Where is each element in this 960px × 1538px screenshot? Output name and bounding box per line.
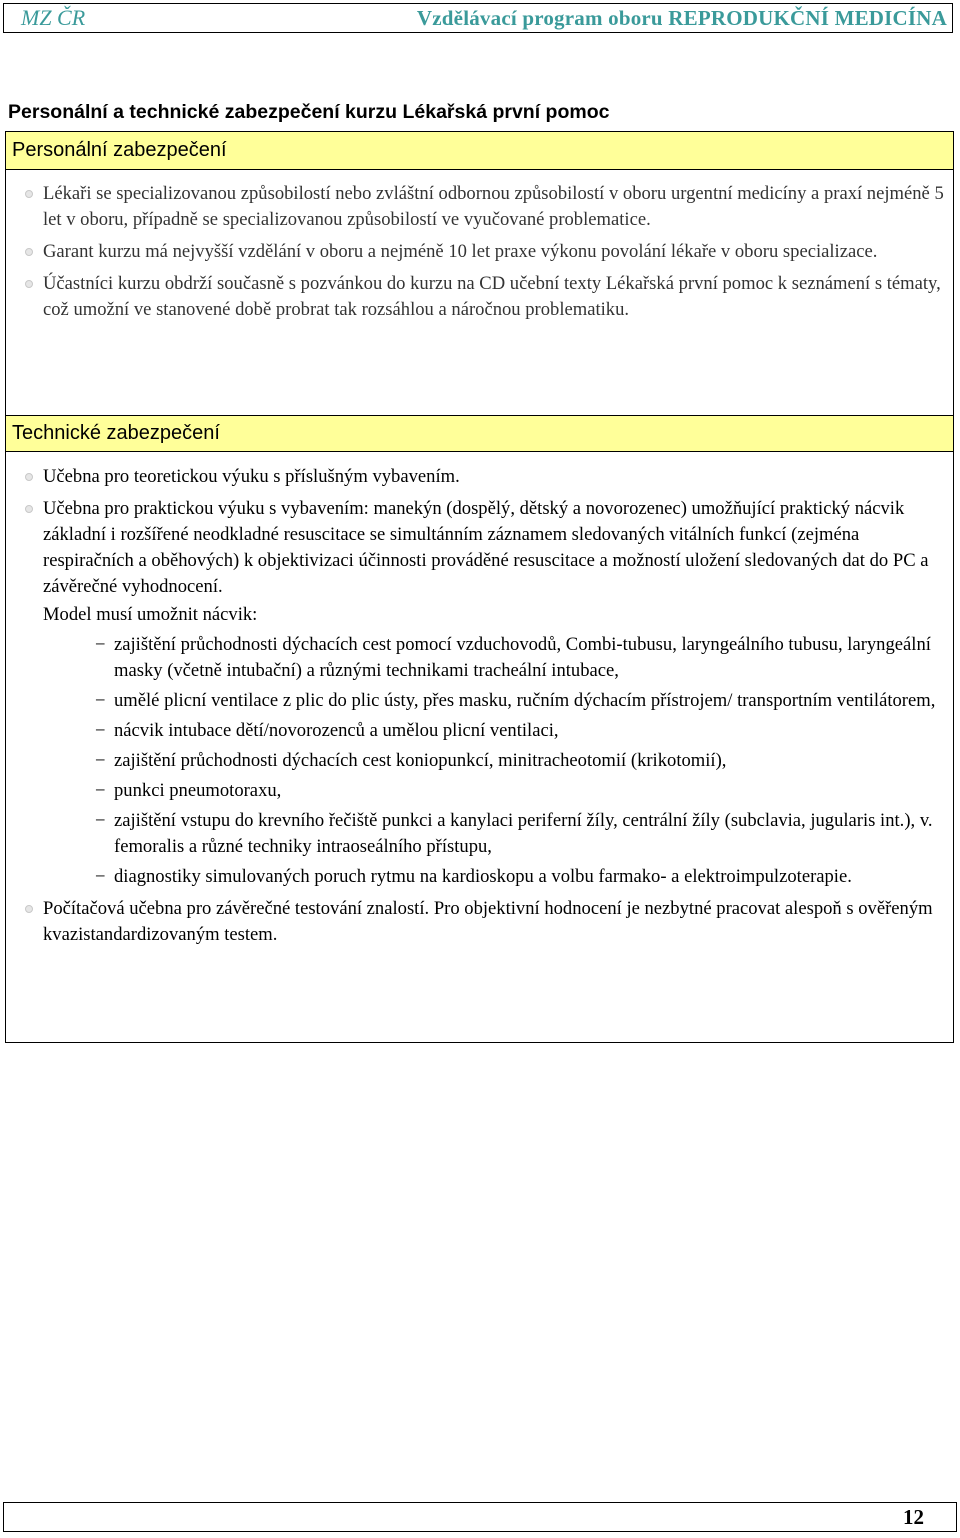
bullet-icon (25, 905, 33, 913)
list-item: Účastníci kurzu obdrží současně s pozvánkou do kurzu na CD učební texty Lékařská první pomoc k seznámení s tématy, což umožní ve stanovené době probrat tak rozsáhlou a náročnou problematiku. (24, 271, 944, 323)
bullet-icon (25, 473, 33, 481)
content-box (5, 131, 954, 1043)
technical-list (24, 464, 944, 954)
page-number: 12 (903, 1504, 924, 1529)
model-item: − zajištění průchodnosti dýchacích cest koniopunkcí, minitracheotomií (krikotomií), (43, 748, 944, 774)
model-item: − zajištění průchodnosti dýchacích cest pomocí vzduchovodů, Combi-tubusu, laryngeálního tubusu, laryngeální masky (včetně intubační) a různými technikami tracheální intubace, (95, 634, 931, 681)
page-number-box (3, 1502, 957, 1532)
model-item: − nácvik intubace dětí/novorozenců a umělou plicní ventilaci, (43, 718, 944, 744)
model-label: Model musí umožnit nácvik: (43, 604, 258, 625)
list-item: Počítačová učebna pro závěrečné testování znalostí. Pro objektivní hodnocení je nezbytné pracovat alespoň s ověřeným kvazistandardizovaným testem. (24, 896, 944, 948)
bullet-icon (25, 190, 33, 198)
dash-icon: − (95, 690, 106, 711)
section-heading-technical: Technické zabezpečení (6, 415, 953, 452)
bullet-icon (25, 280, 33, 288)
dash-icon: − (95, 810, 106, 831)
bullet-icon (25, 248, 33, 256)
dash-icon: − (95, 750, 106, 771)
list-item: Garant kurzu má nejvyšší vzdělání v oboru a nejméně 10 let praxe výkonu povolání lékaře v oboru specializace. (24, 239, 944, 265)
dash-icon: − (95, 720, 106, 741)
dash-icon: − (95, 866, 106, 887)
page-header (3, 3, 953, 33)
list-item: Lékaři se specializovanou způsobilostí nebo zvláštní odbornou způsobilostí v oboru urgentní medicíny a praxí nejméně 5 let v oboru, případně se specializovanou způsobilostí ve vyučované problematice. (24, 181, 944, 233)
page-title: Personální a technické zabezpečení kurzu Lékařská první pomoc (8, 101, 610, 123)
model-list (43, 632, 944, 890)
header-program-title: Vzdělávací program oboru REPRODUKČNÍ MEDICÍNA (416, 5, 947, 30)
dash-icon: − (95, 634, 106, 655)
personal-list (24, 181, 944, 329)
dash-icon: − (95, 780, 106, 801)
header-ministry: MZ ČR (21, 5, 86, 30)
section-heading-personal: Personální zabezpečení (6, 132, 953, 170)
list-item: Učebna pro praktickou výuku s vybavením: manekýn (dospělý, dětský a novorozenec) umožňující praktický nácvik základní i rozšířené neodkladné resuscitace se simultánním záznamem sledovaných vitálních funkcí (zejména respiračních a oběhových) k objektivizaci účinnosti prováděné resuscitace a možností uložení sledovaných dat do PC a závěrečné vyhodnocení. Model musí umožnit nácvik: − zajištění průchodnosti dýchacích cest pomocí vzduchovodů, Combi-tubusu, laryngeálního tubusu, laryngeální masky (včetně intubační) a různými technikami tracheální intubace, − umělé plicní ventilace z plic do plic ústy, přes masku, ručním dýchacím přístrojem/ transportním ventilátorem, − nácvik intubace dětí/novorozenců a umělou plicní ventilaci, − zajištění průchodnosti dýchacích cest koniopunkcí, minitracheotomií (krikotomií), − punkci pneumotoraxu, − zajištění vstupu do krevního řečiště punkci a kanylaci periferní žíly, centrální žíly (subclavia, jugularis int.), v. femoralis a různé techniky intraoseálního přístupu, − diagnostiky simulovaných poruch rytmu na kardioskopu a volbu farmako- a elektroimpulzoterapie. (24, 496, 944, 890)
model-item: − punkci pneumotoraxu, (43, 778, 944, 804)
model-item: − umělé plicní ventilace z plic do plic ústy, přes masku, ručním dýchacím přístrojem/ transportním ventilátorem, (43, 688, 944, 714)
bullet-icon (25, 505, 33, 513)
model-item: − zajištění vstupu do krevního řečiště punkci a kanylaci periferní žíly, centrální žíly (subclavia, jugularis int.), v. femoralis a různé techniky intraoseálního přístupu, (95, 810, 933, 857)
model-item: − diagnostiky simulovaných poruch rytmu na kardioskopu a volbu farmako- a elektroimpulzoterapie. (43, 864, 944, 890)
list-item: Učebna pro teoretickou výuku s příslušným vybavením. (24, 464, 944, 490)
